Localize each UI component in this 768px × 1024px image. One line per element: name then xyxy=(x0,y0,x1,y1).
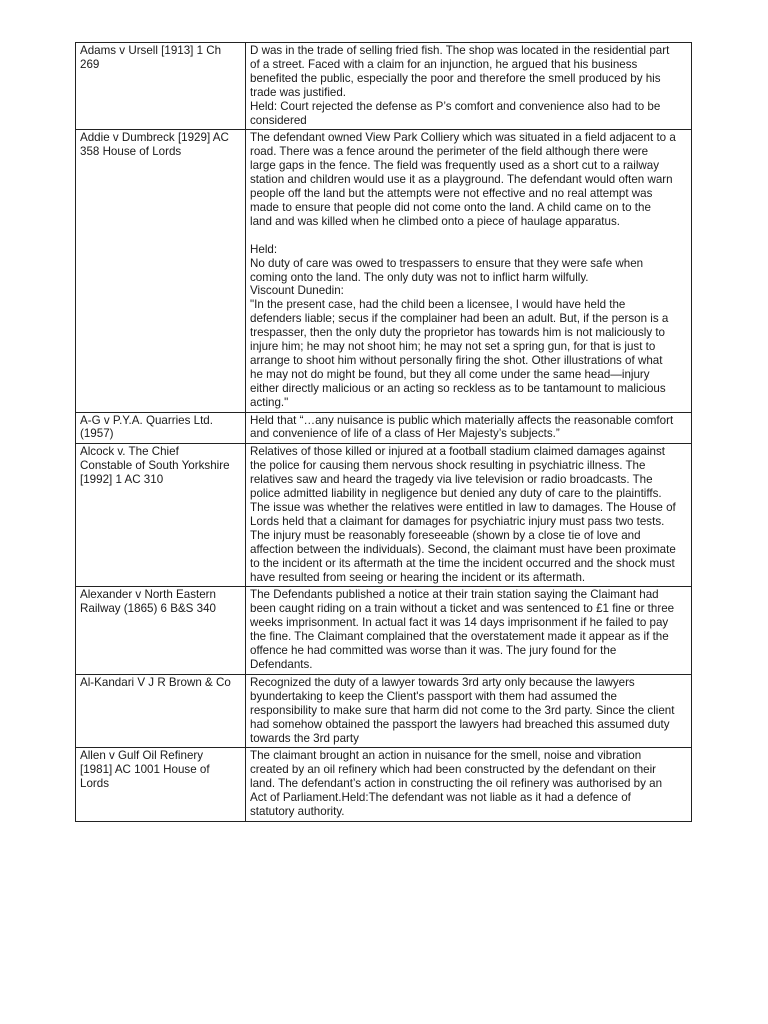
table-row xyxy=(76,444,692,587)
case-name-cell: Addie v Dumbreck [1929] AC 358 House of Lords xyxy=(76,130,246,412)
case-summary-cell: D was in the trade of selling fried fish. The shop was located in the residential part of a street. Faced with a claim for an injunction, he argued that his business benefited the public, especially the poor and therefore the smell produced by his trade was justified. Held: Court rejected the defense as P’s comfort and convenience also had to be considered xyxy=(246,43,692,130)
case-law-table xyxy=(75,42,692,822)
table-row xyxy=(76,412,692,444)
table-row xyxy=(76,674,692,748)
table-row xyxy=(76,130,692,412)
table-row xyxy=(76,587,692,674)
case-summary-cell: The Defendants published a notice at their train station saying the Claimant had been caught riding on a train without a ticket and was sentenced to £1 fine or three weeks imprisonment. In actual fact it was 14 days imprisonment if he failed to pay the fine. The Claimant complained that the overstatement made it appear as if the offence he had committed was worse than it was. The jury found for the Defendants. xyxy=(246,587,692,674)
case-summary-cell: Recognized the duty of a lawyer towards 3rd arty only because the lawyers byundertaking to keep the Client's passport with them had assumed the responsibility to make sure that harm did not come to the 3rd party. Since the client had somehow obtained the passport the lawyers had breached this assumed duty towards the 3rd party xyxy=(246,674,692,748)
case-name-cell: Alexander v North Eastern Railway (1865) 6 B&S 340 xyxy=(76,587,246,674)
table-row xyxy=(76,43,692,130)
case-name-cell: Allen v Gulf Oil Refinery [1981] AC 1001 House of Lords xyxy=(76,748,246,822)
case-summary-cell: Relatives of those killed or injured at a football stadium claimed damages against the police for causing them nervous shock resulting in psychiatric illness. The relatives saw and heard the tragedy via live television or radio broadcasts. The police admitted liability in negligence but denied any duty of care to the plaintiffs. The issue was whether the relatives were entitled in law to damages. The House of Lords held that a claimant for damages for psychiatric injury must pass two tests. The injury must be reasonably foreseeable (shown by a close tie of love and affection between the individuals). Second, the claimant must have been proximate to the incident or its aftermath at the time the incident occurred and the shock must have resulted from seeing or hearing the incident or its aftermath. xyxy=(246,444,692,587)
case-name-cell: Al-Kandari V J R Brown & Co xyxy=(76,674,246,748)
case-summary-cell: The defendant owned View Park Colliery which was situated in a field adjacent to a road. There was a fence around the perimeter of the field although there were large gaps in the fence. The field was frequently used as a short cut to a railway station and children would use it as a playground. The defendant would often warn people off the land but the attempts were not effective and no real attempt was made to ensure that people did not come onto the land. A child came on to the land and was killed when he climbed onto a piece of haulage apparatus. Held: No duty of care was owed to trespassers to ensure that they were safe when coming onto the land. The only duty was not to inflict harm wilfully. Viscount Dunedin: "In the present case, had the child been a licensee, I would have held the defenders liable; secus if the complainer had been an adult. But, if the person is a trespasser, then the only duty the proprietor has towards him is not maliciously to injure him; he may not shoot him; he may not set a spring gun, for that is just to arrange to shoot him without personally firing the shot. Other illustrations of what he may not do might be found, but they all come under the same head—injury either directly malicious or an acting so reckless as to be tantamount to malicious acting." xyxy=(246,130,692,412)
case-name-cell: Alcock v. The Chief Constable of South Yorkshire [1992] 1 AC 310 xyxy=(76,444,246,587)
case-law-table-body xyxy=(76,43,692,822)
table-row xyxy=(76,748,692,822)
case-summary-cell: Held that “…any nuisance is public which materially affects the reasonable comfort and convenience of life of a class of Her Majesty’s subjects.” xyxy=(246,412,692,444)
case-name-cell: A-G v P.Y.A. Quarries Ltd. (1957) xyxy=(76,412,246,444)
case-name-cell: Adams v Ursell [1913] 1 Ch 269 xyxy=(76,43,246,130)
case-summary-cell: The claimant brought an action in nuisance for the smell, noise and vibration created by an oil refinery which had been constructed by the defendant on their land. The defendant’s action in constructing the oil refinery was authorised by an Act of Parliament.Held:The defendant was not liable as it had a defence of statutory authority. xyxy=(246,748,692,822)
